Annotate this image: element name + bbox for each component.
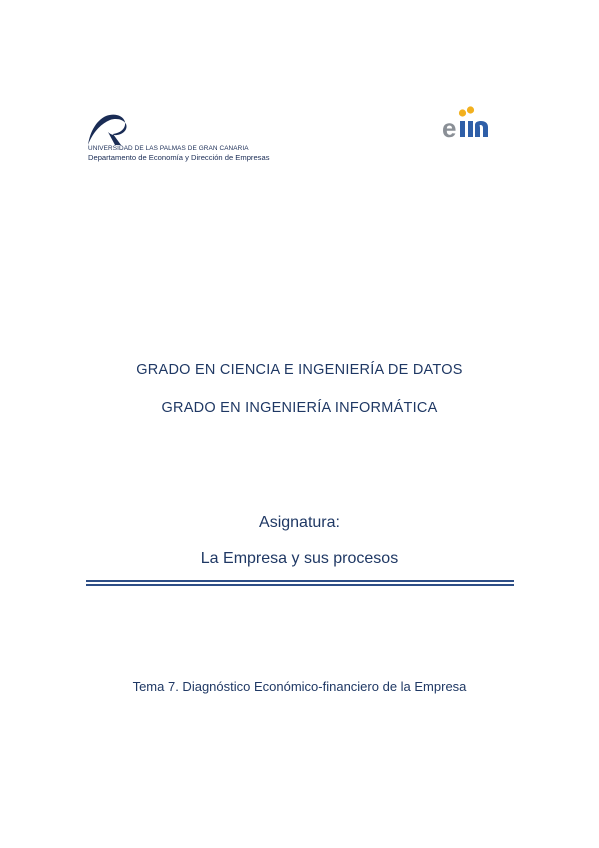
department-name: Departamento de Economía y Dirección de Empresas — [88, 153, 270, 162]
university-logo — [86, 112, 296, 166]
degree-title-computer-engineering: GRADO EN INGENIERÍA INFORMÁTICA — [161, 400, 438, 416]
divider-line — [86, 584, 514, 586]
topic-title: Tema 7. Diagnóstico Económico-financiero de la Empresa — [132, 679, 467, 694]
subject-name: La Empresa y sus procesos — [200, 550, 399, 567]
university-name: UNIVERSIDAD DE LAS PALMAS DE GRAN CANARIA — [88, 145, 249, 152]
ulpgc-logo-icon — [86, 112, 130, 146]
degree-title-data-science: GRADO EN CIENCIA E INGENIERÍA DE DATOS — [136, 362, 463, 378]
subject-label: Asignatura: — [259, 514, 340, 531]
divider-line — [86, 580, 514, 582]
svg-text:e: e — [442, 113, 457, 143]
eii-logo-icon — [440, 104, 494, 144]
